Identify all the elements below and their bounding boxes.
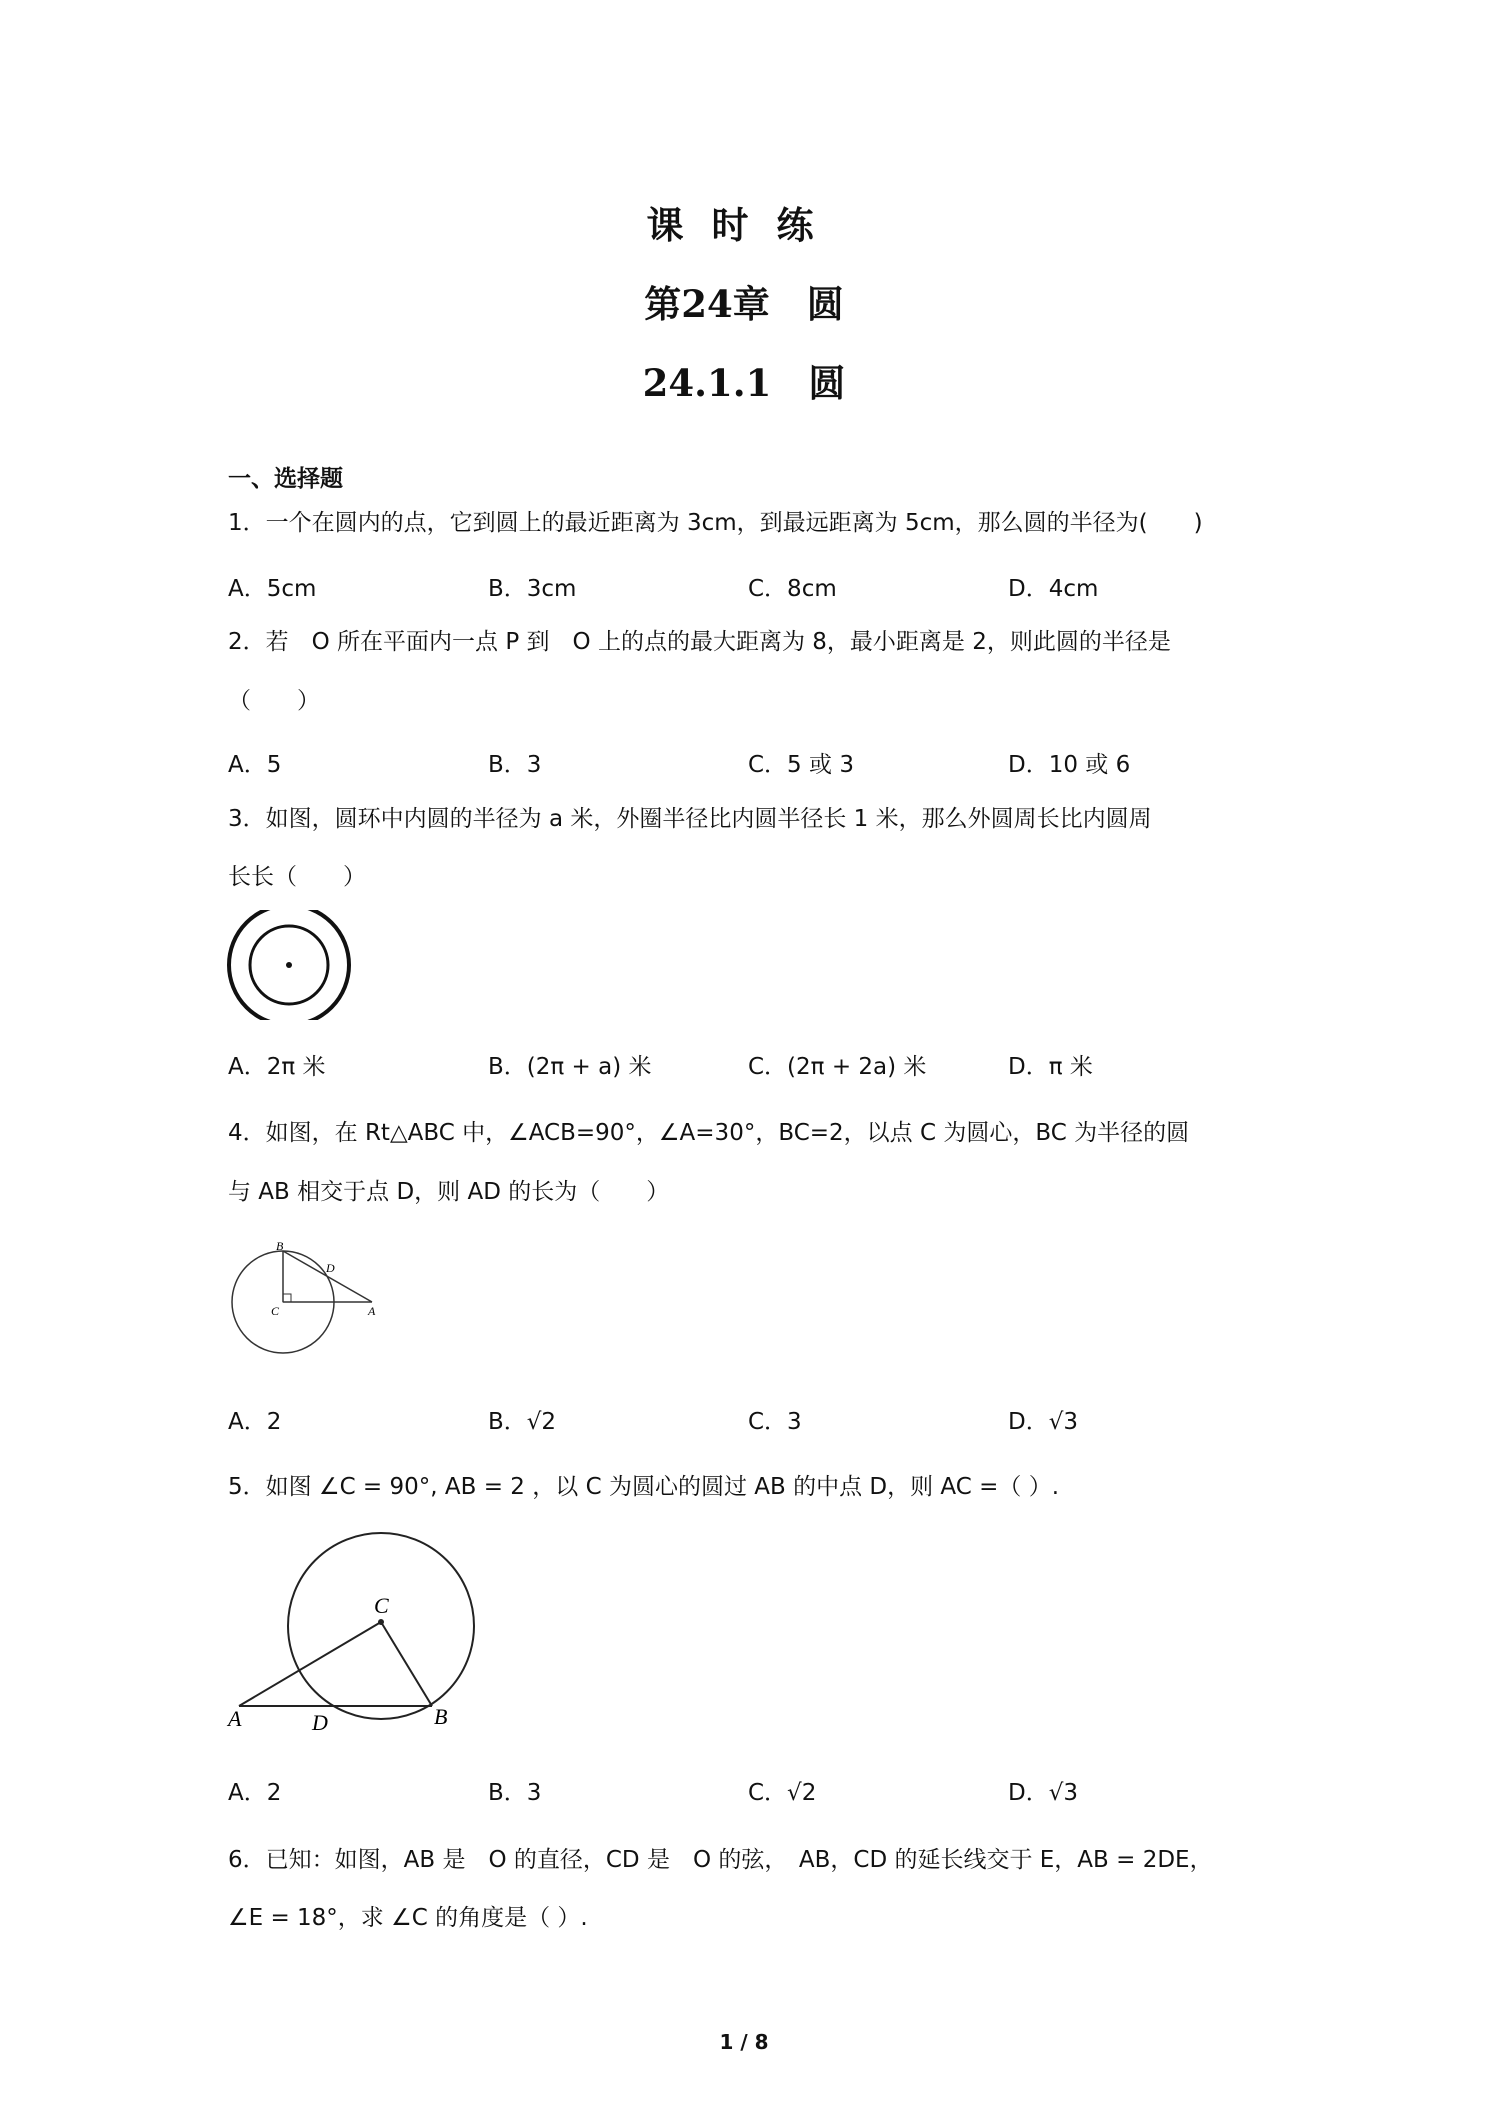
label-c: C — [374, 1593, 389, 1618]
option-b: B．3 — [488, 752, 542, 778]
question-5-options — [228, 1774, 1278, 1808]
page-number: 1 / 8 — [719, 2030, 769, 2054]
label-c: C — [271, 1304, 280, 1318]
document-title: 课时练 — [646, 203, 842, 247]
center-point — [378, 1619, 384, 1625]
option-a: A．2π 米 — [228, 1054, 326, 1080]
question-1-options — [228, 570, 1278, 604]
option-d: D．√3 — [1008, 1409, 1078, 1435]
section-label: 一、选择题 — [228, 466, 343, 492]
segment-ac — [239, 1622, 381, 1706]
option-a: A．2 — [228, 1780, 282, 1806]
option-d: D．√3 — [1008, 1780, 1078, 1806]
option-a: A．5cm — [228, 576, 317, 602]
circle-c — [288, 1533, 474, 1719]
annulus-figure — [226, 910, 356, 1020]
option-d: D．π 米 — [1008, 1054, 1093, 1080]
option-b: B．√2 — [488, 1409, 557, 1435]
question-3-text: 3．如图，圆环中内圆的半径为 a 米，外圈半径比内圆半径长 1 米，那么外圆周长比内圆周 — [228, 806, 1152, 832]
option-a: A．5 — [228, 752, 282, 778]
chapter-heading: 第24章 圆 — [644, 282, 844, 326]
option-a: A．2 — [228, 1409, 282, 1435]
option-c: C．3 — [748, 1409, 802, 1435]
option-c: C．5 或 3 — [748, 752, 854, 778]
section-heading: 24.1.1 圆 — [642, 361, 846, 405]
segment-ab — [283, 1251, 372, 1302]
option-c: C．√2 — [748, 1780, 817, 1806]
option-d: D．10 或 6 — [1008, 752, 1131, 778]
triangle-circle-figure — [226, 1235, 386, 1363]
segment-cb — [381, 1622, 432, 1706]
question-3-text-line2: 长长（ ） — [228, 864, 366, 890]
option-c: C．(2π + 2a) 米 — [748, 1054, 927, 1080]
question-4-text: 4．如图，在 Rt△ABC 中，∠ACB=90°，∠A=30°，BC=2，以点 C 为圆心，BC 为半径的圆 — [228, 1120, 1190, 1146]
label-b: B — [276, 1239, 284, 1253]
question-4-text-line2: 与 AB 相交于点 D，则 AD 的长为（ ） — [228, 1179, 670, 1205]
label-d: D — [312, 1710, 328, 1730]
option-b: B．3cm — [488, 576, 577, 602]
question-2-text-line2: （ ） — [228, 688, 320, 714]
question-3-options — [228, 1048, 1278, 1082]
question-5-text: 5．如图 ∠C = 90°, AB = 2 ，以 C 为圆心的圆过 AB 的中点 D，则 AC =（ ）. — [228, 1474, 1059, 1500]
question-2-text: 2．若 O 所在平面内一点 P 到 O 上的点的最大距离为 8，最小距离是 2，则此圆的半径是 — [228, 629, 1171, 655]
question-1-text: 1．一个在圆内的点，它到圆上的最近距离为 3cm，到最远距离为 5cm，那么圆的半径为( ) — [228, 510, 1203, 536]
question-4-options — [228, 1403, 1278, 1437]
label-a: A — [368, 1304, 376, 1318]
question-2-options — [228, 746, 1278, 780]
option-c: C．8cm — [748, 576, 837, 602]
circle-midpoint-figure — [226, 1530, 486, 1730]
option-d: D．4cm — [1008, 576, 1099, 602]
right-angle-mark — [283, 1294, 291, 1302]
label-d: D — [326, 1261, 335, 1275]
option-b: B．3 — [488, 1780, 542, 1806]
option-b: B．(2π + a) 米 — [488, 1054, 652, 1080]
question-6-text: 6．已知：如图，AB 是 O 的直径，CD 是 O 的弦， AB，CD 的延长线交于 E，AB = 2DE， — [228, 1847, 1213, 1873]
center-point — [286, 962, 292, 968]
label-a: A — [228, 1706, 242, 1730]
question-6-text-line2: ∠E = 18°，求 ∠C 的角度是（ ）. — [228, 1905, 588, 1931]
label-b: B — [434, 1704, 448, 1729]
